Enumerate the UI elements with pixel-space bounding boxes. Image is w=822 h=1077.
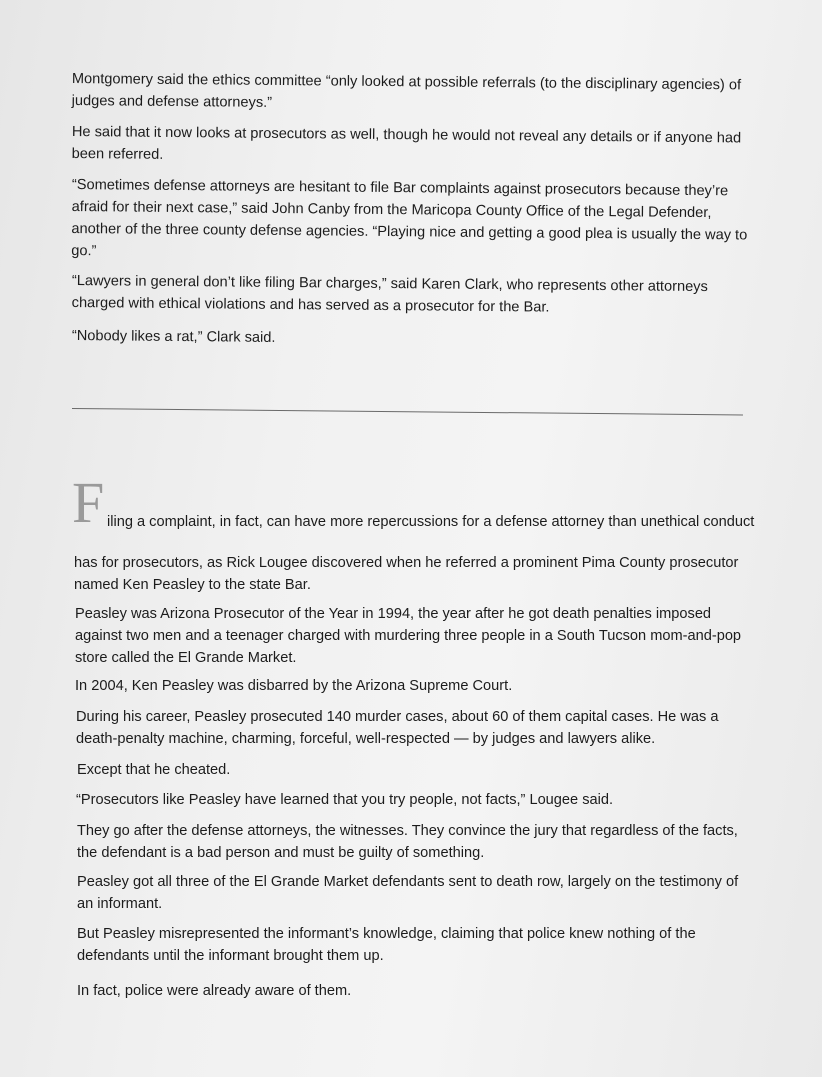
paragraph: Except that he cheated. xyxy=(77,762,231,778)
paragraph: “Sometimes defense attorneys are hesitant to file Bar complaints against prosecutors because they’re afraid for their next case,” said John Canby from the Maricopa County Office of the Legal Defender, another of the three county defense agencies. “Playing nice and getting a good plea is usually the way to go.” xyxy=(71,176,748,260)
paragraph: Montgomery said the ethics committee “only looked at possible referrals (to the disciplinary agencies) of judges and defense attorneys.” xyxy=(71,70,742,111)
paragraph: “Nobody likes a rat,” Clark said. xyxy=(71,327,276,346)
paragraph: In 2004, Ken Peasley was disbarred by the Arizona Supreme Court. xyxy=(75,678,513,694)
paragraph: “Prosecutors like Peasley have learned that you try people, not facts,” Lougee said. xyxy=(76,792,614,808)
paragraph: During his career, Peasley prosecuted 140 murder cases, about 60 of them capital cases. He was a death-penalty machine, charming, forceful, well-respected — by judges and lawyers alike. xyxy=(76,709,719,747)
paragraph-first-line: iling a complaint, in fact, can have more repercussions for a defense attorney than unethical conduct xyxy=(107,514,755,530)
paragraph: Peasley was Arizona Prosecutor of the Year in 1994, the year after he got death penalties imposed against two men and a teenager charged with murdering three people in a South Tucson mom-and-pop store called the El Grande Market. xyxy=(75,606,742,666)
paragraph: “Lawyers in general don’t like filing Bar charges,” said Karen Clark, who represents other attorneys charged with ethical violations and has served as a prosecutor for the Bar. xyxy=(71,272,708,316)
paragraph: Peasley got all three of the El Grande Market defendants sent to death row, largely on the testimony of an informant. xyxy=(77,874,739,912)
section-divider xyxy=(72,408,743,415)
paragraph: In fact, police were already aware of them. xyxy=(77,983,352,999)
paragraph: He said that it now looks at prosecutors as well, though he would not reveal any details or if anyone had been referred. xyxy=(71,123,742,163)
drop-cap: F xyxy=(72,470,105,535)
paragraph: has for prosecutors, as Rick Lougee discovered when he referred a prominent Pima County prosecutor named Ken Peasley to the state Bar. xyxy=(74,555,739,593)
paragraph: But Peasley misrepresented the informant’s knowledge, claiming that police knew nothing of the defendants until the informant brought them up. xyxy=(77,926,696,964)
paragraph: They go after the defense attorneys, the witnesses. They convince the jury that regardless of the facts, the defendant is a bad person and must be guilty of something. xyxy=(77,823,738,861)
